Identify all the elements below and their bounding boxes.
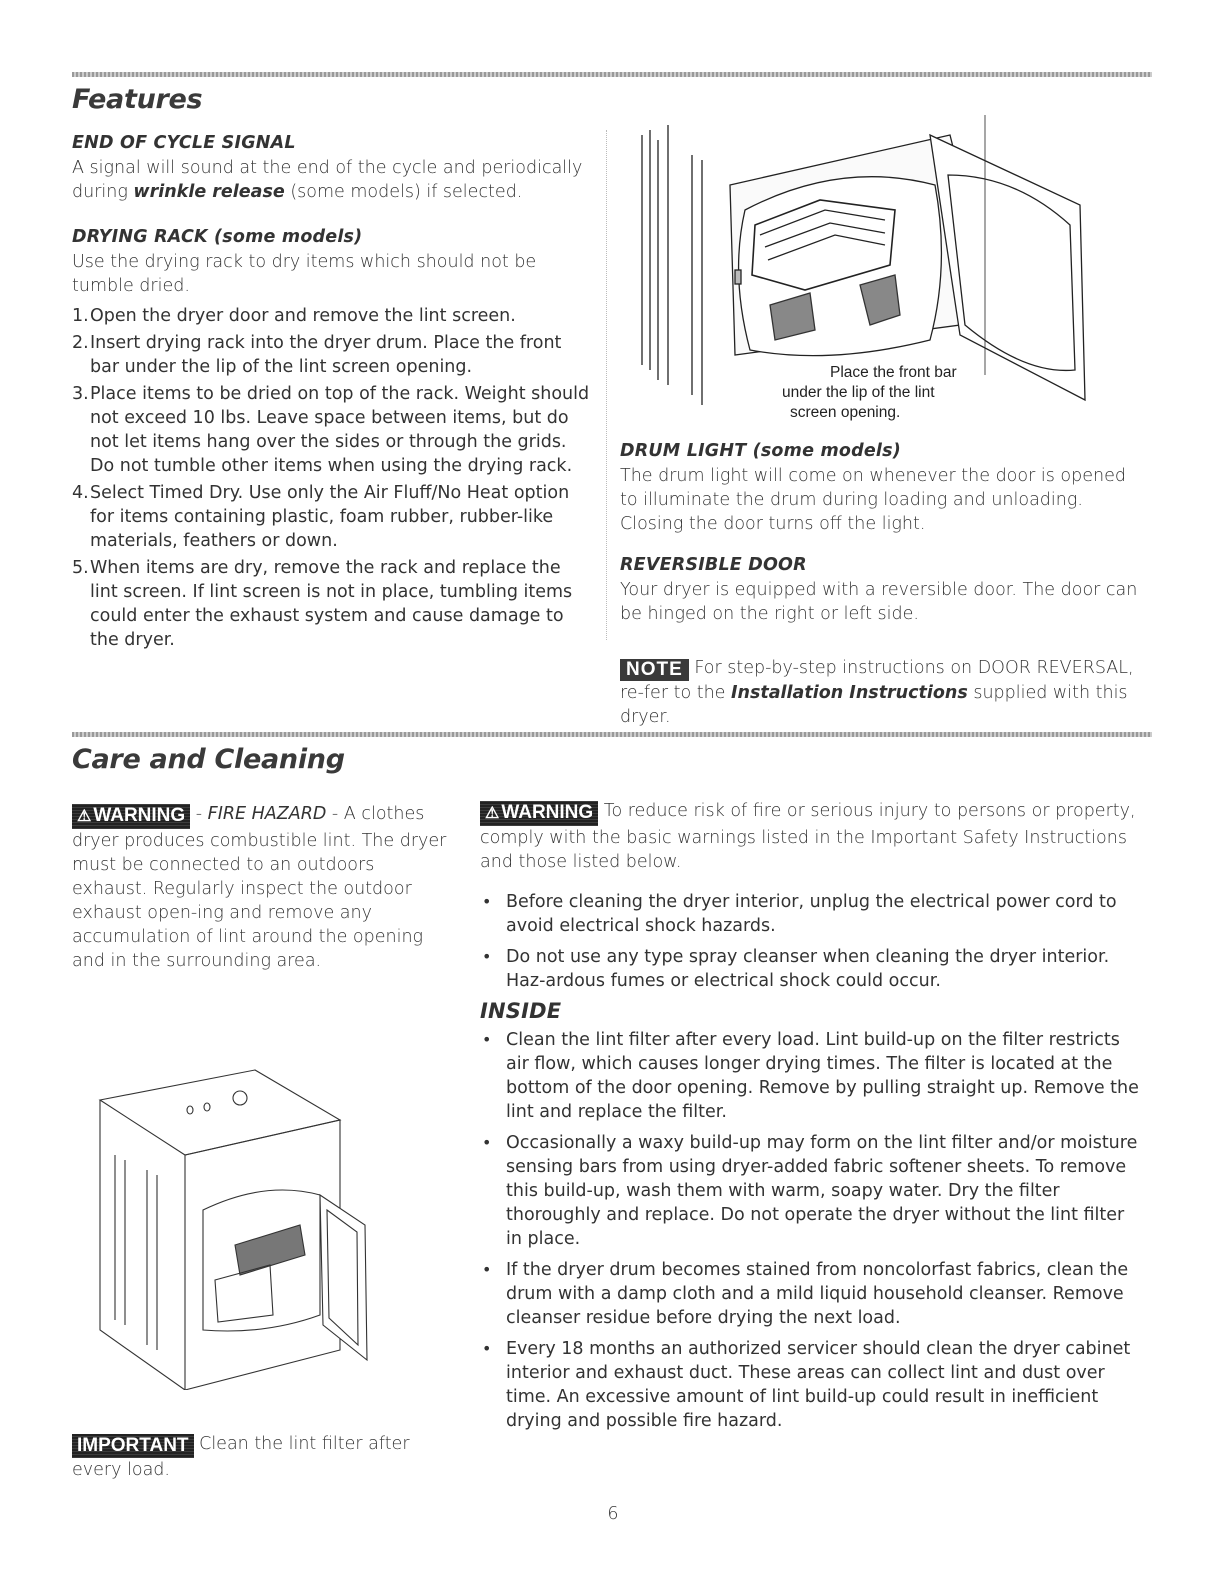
inside-bullets [480, 1028, 1140, 1433]
reversible-door-heading: REVERSIBLE DOOR [620, 555, 807, 575]
features-right-column [620, 440, 1140, 729]
end-of-cycle-text [72, 156, 592, 204]
list-item [72, 304, 592, 328]
warning-badge [480, 801, 598, 826]
drying-rack-heading: DRYING RACK (some models) [72, 227, 363, 247]
end-of-cycle-text-2: (some models) if selected. [284, 182, 523, 202]
step-number: 3. [72, 384, 89, 404]
features-title: Features [72, 84, 203, 115]
middle-rule [72, 732, 1152, 737]
warning-triangle-icon: ⚠ [485, 805, 500, 822]
care-right-column [480, 799, 1140, 1440]
important-note [72, 1432, 452, 1482]
dryer-illustration [95, 1060, 415, 1390]
step-text: Insert drying rack into the dryer drum. Place the front bar under the lip of the lint screen opening. [90, 333, 562, 377]
fire-hazard-warning [72, 802, 452, 973]
step-text: Open the dryer door and remove the lint screen. [90, 306, 516, 326]
important-paragraph [72, 1432, 452, 1482]
caption-line-2: under the lip of the lint [782, 384, 935, 401]
note-badge: NOTE [620, 659, 689, 681]
list-item [72, 331, 592, 379]
fire-hazard-label: FIRE HAZARD [207, 804, 327, 824]
general-warning [480, 799, 1140, 874]
drying-rack-intro: Use the drying rack to dry items which should not be tumble dried. [72, 252, 537, 296]
features-left-column [72, 132, 592, 655]
note-paragraph [620, 656, 1140, 729]
note-text-2: supplied with this dryer. [620, 683, 1128, 727]
end-of-cycle-text-1: A signal will sound at the end of the cycle and periodically during [72, 158, 583, 202]
step-number: 1. [72, 306, 89, 326]
inside-heading: INSIDE [480, 999, 562, 1023]
reversible-door-text: Your dryer is equipped with a reversible door. The door can be hinged on the right or left side. [620, 580, 1138, 624]
care-left-column [72, 802, 452, 973]
step-number: 2. [72, 333, 89, 353]
warning-sep: - [190, 804, 208, 824]
step-number: 4. [72, 483, 89, 503]
list-item: • Clean the lint filter after every load. Lint build-up on the filter restricts air flow, which causes longer drying times. The filter is located at the bottom of the door opening. Remove by pulling straight up. Remove the lint and replace the filter. [480, 1028, 1140, 1124]
list-item: • Do not use any type spray cleanser when cleaning the dryer interior. Haz-ardous fumes or electrical shock could occur. [480, 945, 1140, 993]
step-text: Place items to be dried on top of the rack. Weight should not exceed 10 lbs. Leave space between items, but do not let items hang over the sides or through the grids. Do not tumble other items when using the drying rack. [90, 384, 590, 476]
important-badge: IMPORTANT [72, 1434, 194, 1458]
list-item [72, 382, 592, 478]
step-text: Select Timed Dry. Use only the Air Fluff/No Heat option for items containing plastic, foam rubber, rubber-like materials, feathers or down. [90, 483, 570, 551]
fire-hazard-text: - A clothes dryer produces combustible lint. The dryer must be connected to an outdoors exhaust. Regularly inspect the outdoor exhaust open-ing and remove any accumulation of lint around the opening and in the surrounding area. [72, 804, 447, 971]
warning-badge [72, 804, 190, 829]
warning-badge-label: WARNING [501, 802, 594, 823]
step-text: When items are dry, remove the rack and replace the lint screen. If lint screen is not in place, tumbling items could enter the exhaust system and cause damage to the dryer. [90, 558, 573, 650]
list-item: • Every 18 months an authorized servicer should clean the dryer cabinet interior and exhaust duct. These areas can collect lint and dust over time. An excessive amount of lint build-up could result in inefficient drying and possible fire hazard. [480, 1337, 1140, 1433]
end-of-cycle-heading: END OF CYCLE SIGNAL [72, 133, 296, 153]
note-em: Installation Instructions [731, 683, 968, 703]
list-item: • Before cleaning the dryer interior, unplug the electrical power cord to avoid electrical shock hazards. [480, 890, 1140, 938]
caption-line-1: Place the front bar [830, 364, 957, 381]
safety-bullets [480, 890, 1140, 993]
care-title: Care and Cleaning [72, 744, 345, 775]
list-item [72, 481, 592, 553]
important-text: Clean the lint filter after every load. [72, 1434, 410, 1480]
caption-line-3: screen opening. [790, 404, 901, 421]
figure-caption [782, 363, 1002, 423]
column-divider [606, 130, 607, 640]
drum-light-heading: DRUM LIGHT (some models) [620, 441, 901, 461]
drum-light-text: The drum light will come on whenever the door is opened to illuminate the drum during loading and unloading. Closing the door turns off the light. [620, 466, 1126, 534]
drying-rack-steps [72, 304, 592, 652]
list-item [72, 556, 592, 652]
warning-badge-label: WARNING [93, 805, 186, 826]
page-number: 6 [607, 1504, 619, 1524]
list-item: • Occasionally a waxy build-up may form on the lint filter and/or moisture sensing bars from using dryer-added fabric softener sheets. To remove this build-up, wash them with warm, soapy water. Dry the filter thoroughly and replace. Do not operate the dryer without the lint filter in place. [480, 1131, 1140, 1251]
general-warning-text: To reduce risk of fire or serious injury to persons or property, comply with the basic warnings listed in the Important Safety Instructions and those listed below. [480, 801, 1136, 872]
warning-triangle-icon: ⚠ [77, 808, 92, 825]
list-item: • If the dryer drum becomes stained from noncolorfast fabrics, clean the drum with a damp cloth and a mild liquid household cleanser. Remove cleanser residue before drying the next load. [480, 1258, 1140, 1330]
step-number: 5. [72, 558, 89, 578]
dryer-drawing [95, 1060, 415, 1390]
top-rule [72, 72, 1152, 77]
note-text-1: For step-by-step instructions on DOOR REVERSAL, re-fer to the [620, 658, 1134, 703]
end-of-cycle-em: wrinkle release [133, 182, 285, 202]
